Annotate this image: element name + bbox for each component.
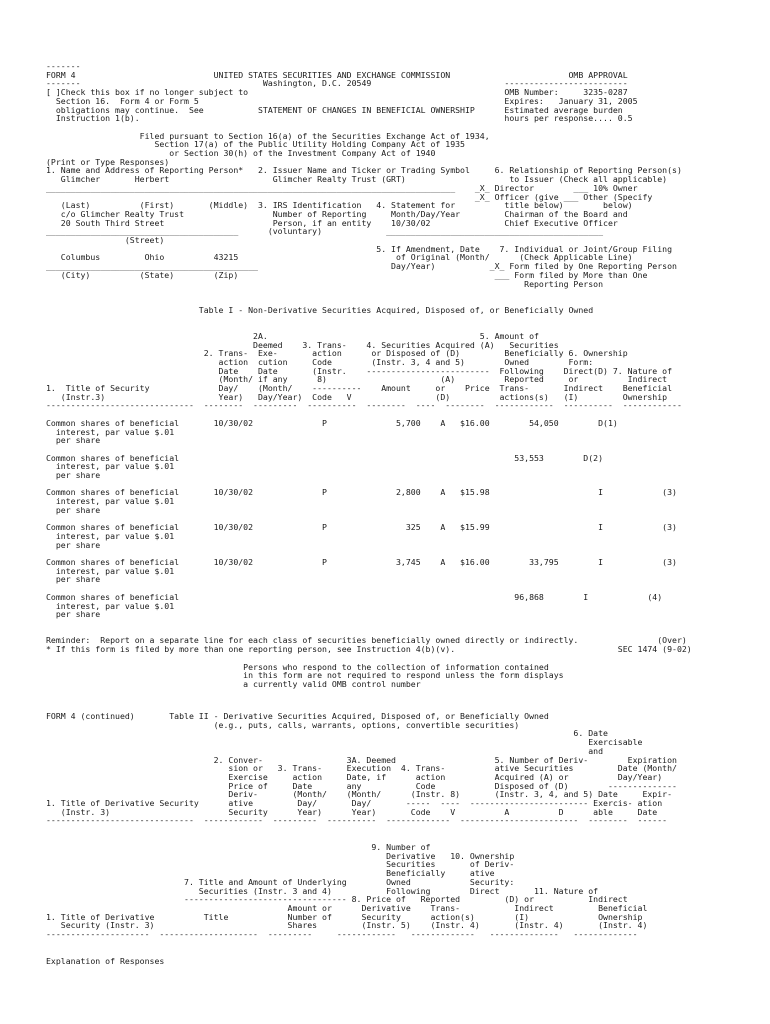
form-text-line: * If this form is filed by more than one reporting person, see Instruction 4(b)(v). SEC 1474 (9-02) bbox=[46, 644, 692, 655]
form-text-line: (Month/ if any 8) (A) Reported or Indirect bbox=[46, 374, 668, 385]
form-text-line: --------------------- -------------------- --------- ------------ ------------- -------------- ------------- bbox=[46, 929, 638, 940]
form-text-line: Common shares of beneficial 10/30/02 P 3,745 A $16.00 33,795 I (3) bbox=[46, 557, 677, 568]
table-ii-columns-section bbox=[46, 843, 647, 939]
form-text-line: Exercisable bbox=[46, 737, 643, 748]
table-ii-header-section bbox=[46, 712, 677, 825]
form-text-line: Glimcher Herbert Glimcher Realty Trust (GRT) to Issuer (Check all applicable) bbox=[46, 174, 668, 185]
form-text-line: Derivative 10. Ownership bbox=[46, 850, 515, 861]
form-text-line: per share bbox=[46, 504, 101, 515]
form-text-line: sion or 3. Trans- Execution 4. Trans- ative Securities Date (Month/ bbox=[46, 763, 677, 774]
form-text-line: ------------------------------ -------- --------- ---------- -------- ---- -------- ------------ ---------- ------------ bbox=[46, 400, 682, 411]
form-text-line: ___________________________________________ Day/Year) _X_ Form filed by One Reporting Person bbox=[46, 261, 677, 272]
form-text-line: 7. Title and Amount of Underlying Owned Security: bbox=[46, 876, 515, 887]
form-text-line: ------- bbox=[46, 61, 81, 71]
form-text-line: ___________________________________________________________________________________ _X_ Director ___ 10% Owner bbox=[46, 182, 638, 193]
form-text-line: Common shares of beneficial 10/30/02 P 5,700 A $16.00 54,050 D(1) bbox=[46, 417, 618, 428]
form-text-line: Persons who respond to the collection of information contained bbox=[46, 661, 549, 672]
form-text-line: Common shares of beneficial 10/30/02 P 2,800 A $15.98 I (3) bbox=[46, 487, 677, 498]
form-text-line: 1. Title of Derivative Security ative Day/ Day/ ----- ---- ------------------------ Exercis- ation bbox=[46, 798, 663, 809]
form-text-line: Securities of Deriv- bbox=[46, 859, 515, 870]
form-text-line: Date Date (Instr. ------------------------- Following Direct(D) 7. Nature of bbox=[46, 365, 673, 376]
form-text-line: c/o Glimcher Realty Trust Number of Reporting Month/Day/Year Chairman of the Board and bbox=[46, 208, 628, 219]
form-text-line: interest, par value $.01 bbox=[46, 600, 175, 611]
form-text-line: per share bbox=[46, 574, 101, 585]
form-text-line: [ ]Check this box if no longer subject to OMB Number: 3235-0287 bbox=[46, 87, 628, 98]
form-text-line: Common shares of beneficial 53,553 D(2) bbox=[46, 452, 604, 463]
form-text-line: 5. If Amendment, Date 7. Individual or Joint/Group Filing bbox=[46, 243, 673, 254]
form-text-line: ------- Washington, D.C. 20549 ------------------------- bbox=[46, 78, 628, 89]
form-text-line: Instruction 1(b). hours per response.... 0.5 bbox=[46, 113, 633, 124]
form-text-line: Reporting Person bbox=[46, 278, 604, 289]
form-text-line: 20 South Third Street Person, if an entity 10/30/02 Chief Executive Officer bbox=[46, 217, 618, 228]
form-text-line: 2A. 5. Amount of bbox=[46, 330, 539, 341]
form-text-line: Amount or Derivative Trans- Indirect Beneficial bbox=[46, 902, 648, 913]
form-text-line: in this form are not required to respond unless the form displays bbox=[46, 670, 564, 681]
form-text-line: a currently valid OMB control number bbox=[46, 678, 421, 689]
form-text-line: _______________________________________ (voluntary) ____________________________________________ bbox=[46, 226, 604, 237]
form-text-line: ------------------------------ ------------ --------- ---------- ------------- ------------------------ -------- ------ bbox=[46, 815, 668, 826]
form-text-line: 6. Date bbox=[46, 728, 608, 739]
form-text-line: and bbox=[46, 745, 604, 756]
form-text-line: Beneficially ative bbox=[46, 868, 495, 879]
form-text-line: Filed pursuant to Section 16(a) of the Securities Exchange Act of 1934, bbox=[46, 130, 490, 141]
form-text-line: Price of Date any Code Disposed of (D) -------------- bbox=[46, 780, 677, 791]
form-text-line: 1. Title of Security Day/ (Month/ ---------- Amount or Price Trans- Indirect Beneficial bbox=[46, 383, 673, 394]
form-text-line: (Last) (First) (Middle) 3. IRS Identification 4. Statement for title below) below) bbox=[46, 200, 633, 211]
form-text-line: Section 17(a) of the Public Utility Holding Company Act of 1935 bbox=[46, 139, 465, 150]
form-text-line: interest, par value $.01 bbox=[46, 426, 175, 437]
form-text-line: interest, par value $.01 bbox=[46, 496, 175, 507]
form-text-line: Exercise action Date, if action Acquired (A) or Day/Year) bbox=[46, 771, 663, 782]
form-text-line: _X_ Officer (give ___ Other (Specify bbox=[46, 191, 653, 202]
form-text-line: action cution Code (Instr. 3, 4 and 5) Owned Form: bbox=[46, 356, 594, 367]
form-text-line: per share bbox=[46, 609, 101, 620]
form-text-line: Securities (Instr. 3 and 4) Following Direct 11. Nature of bbox=[46, 885, 599, 896]
form-text-line: Common shares of beneficial 96,868 I (4) bbox=[46, 591, 663, 602]
form-text-line: --------------------------------- 8. Price of Reported (D) or Indirect bbox=[46, 894, 628, 905]
form-text-line: Deemed 3. Trans- 4. Securities Acquired (A) Securities bbox=[46, 339, 559, 350]
form-text-line: 1. Title of Derivative Title Number of Security action(s) (I) Ownership bbox=[46, 911, 643, 922]
form-text-line: interest, par value $.01 bbox=[46, 565, 175, 576]
form-text-line: Reminder: Report on a separate line for each class of securities beneficially owned directly or indirectly. (Over) bbox=[46, 635, 687, 646]
form-text-line: (e.g., puts, calls, warrants, options, convertible securities) bbox=[46, 719, 520, 730]
form-text-line: 2. Conver- 3A. Deemed 5. Number of Deriv- Expiration bbox=[46, 754, 677, 765]
form-text-line: (City) (State) (Zip) ___ Form filed by More than One bbox=[46, 269, 648, 280]
form-header-section bbox=[46, 62, 692, 689]
form-text-line: Explanation of Responses bbox=[46, 956, 165, 966]
form-text-line: interest, par value $.01 bbox=[46, 461, 175, 472]
form-text-line: Table I - Non-Derivative Securities Acquired, Disposed of, or Beneficially Owned bbox=[46, 304, 594, 315]
explanation-of-responses-heading bbox=[46, 957, 164, 966]
form-text-line: per share bbox=[46, 470, 101, 481]
form-text-line: or Section 30(h) of the Investment Company Act of 1940 bbox=[46, 148, 436, 159]
form-text-line: 2. Trans- Exe- action or Disposed of (D) Beneficially 6. Ownership bbox=[46, 348, 628, 359]
form-text-line: interest, par value $.01 bbox=[46, 530, 175, 541]
form-text-line: (Print or Type Responses) bbox=[46, 156, 170, 167]
form-text-line: per share bbox=[46, 435, 101, 446]
form-text-line: Common shares of beneficial 10/30/02 P 325 A $15.99 I (3) bbox=[46, 522, 677, 533]
form-text-line: per share bbox=[46, 539, 101, 550]
form-text-line: Columbus Ohio 43215 of Original (Month/ (Check Applicable Line) bbox=[46, 252, 633, 263]
form-text-line: (Instr. 3) Security Year) Year) Code V A D able Date bbox=[46, 806, 658, 817]
form-text-line: FORM 4 (continued) Table II - Derivative Securities Acquired, Disposed of, or Beneficially Owned bbox=[46, 711, 549, 721]
form-text-line: 9. Number of bbox=[46, 842, 431, 852]
form-text-line: 1. Name and Address of Reporting Person* 2. Issuer Name and Ticker or Trading Symbol 6. Relationship of Reporting Person(s) bbox=[46, 165, 682, 176]
form-text-line: obligations may continue. See STATEMENT OF CHANGES IN BENEFICIAL OWNERSHIP Estimated average burden bbox=[46, 104, 623, 115]
form-text-line: (Instr.3) Year) Day/Year) Code V (D) actions(s) (I) Ownership bbox=[46, 391, 668, 402]
form-text-line: Security (Instr. 3) Shares (Instr. 5) (Instr. 4) (Instr. 4) (Instr. 4) bbox=[46, 920, 648, 931]
form-text-line: Section 16. Form 4 or Form 5 Expires: January 31, 2005 bbox=[46, 95, 638, 106]
form-text-line: FORM 4 UNITED STATES SECURITIES AND EXCHANGE COMMISSION OMB APPROVAL bbox=[46, 69, 628, 80]
form-text-line: (Street) bbox=[46, 235, 165, 246]
form-text-line: Deriv- (Month/ (Month/ (Instr. 8) (Instr. 3, 4, and 5) Date Expir- bbox=[46, 789, 673, 800]
